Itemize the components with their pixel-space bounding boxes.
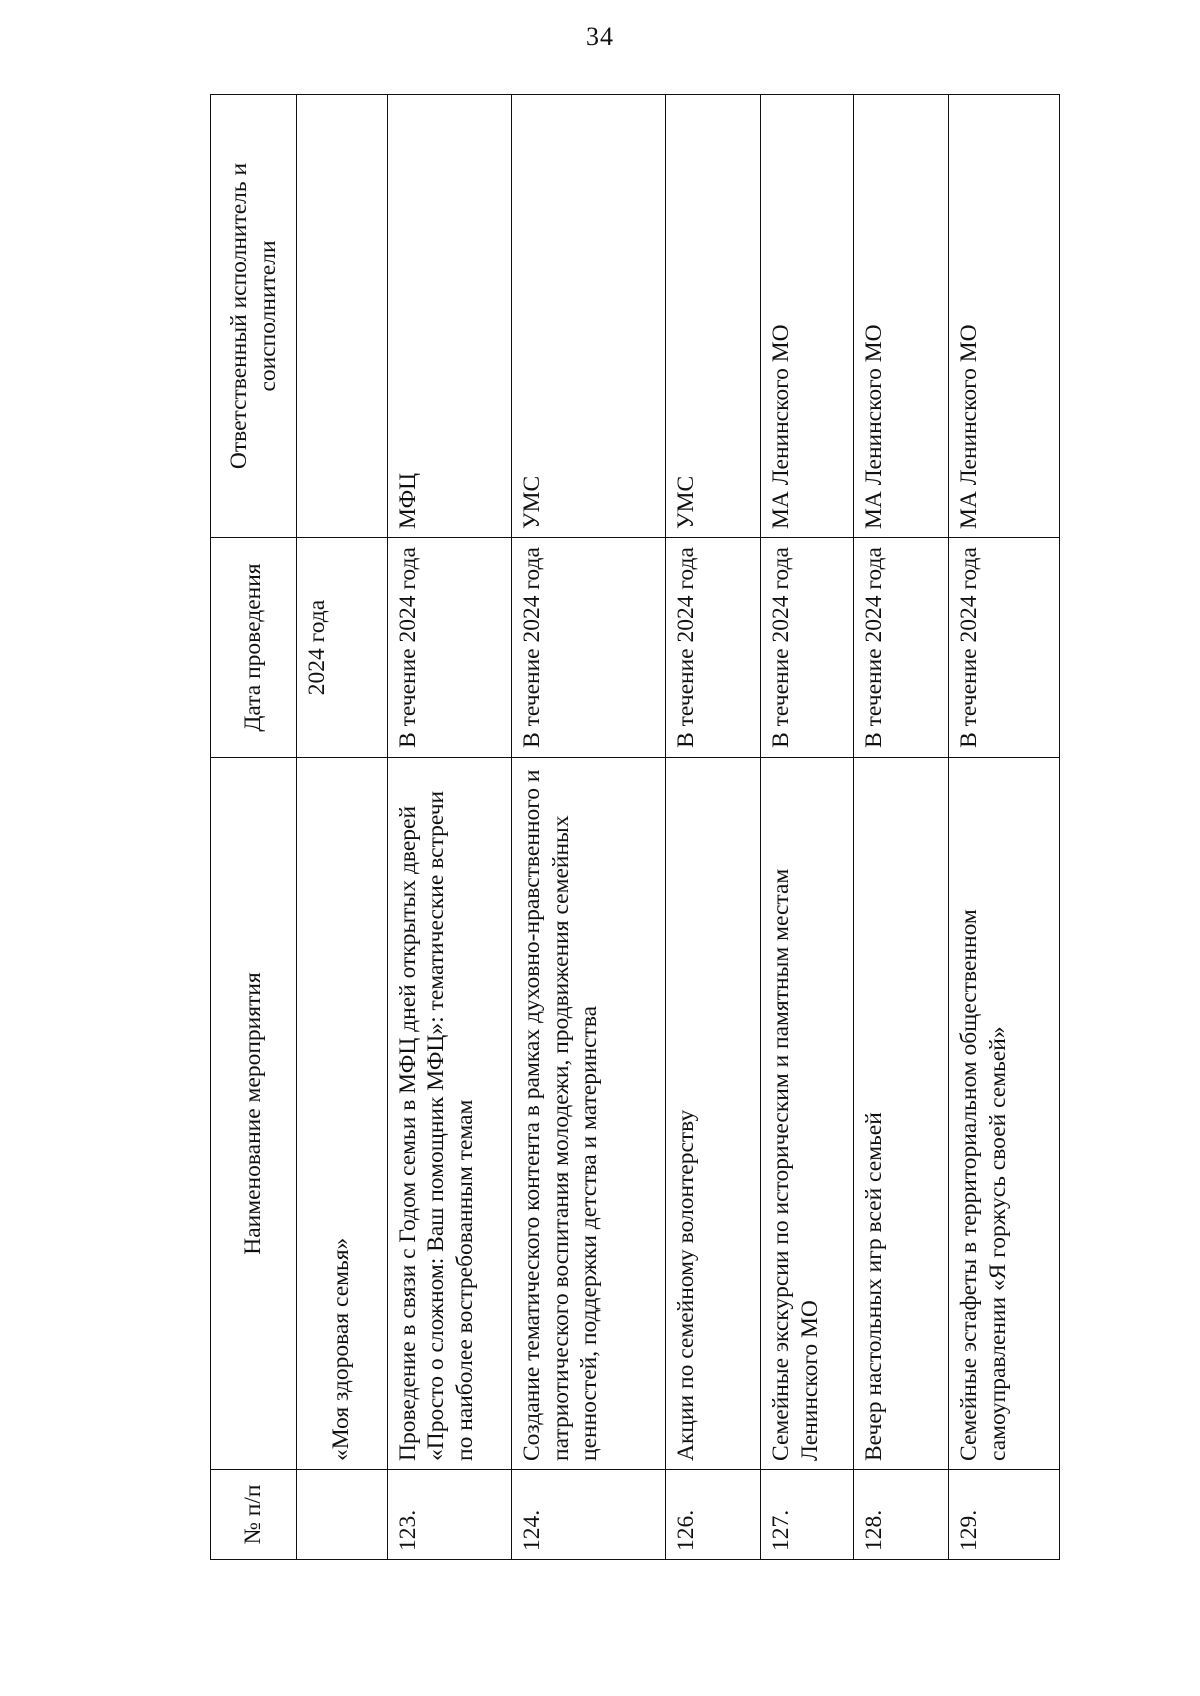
row-date: В течение 2024 года bbox=[666, 538, 761, 758]
table-row bbox=[666, 95, 761, 1560]
row-name: Семейные эстафеты в территориальном общественном самоуправлении «Я горжусь своей семьей» bbox=[949, 758, 1060, 1470]
table-row bbox=[949, 95, 1060, 1560]
row-num: 123. bbox=[387, 1470, 512, 1560]
header-responsible: Ответственный исполнитель и соисполнители bbox=[211, 95, 297, 538]
row-responsible: МА Ленинского МО bbox=[761, 95, 854, 538]
row-name: «Моя здоровая семья» bbox=[297, 758, 388, 1470]
row-date: В течение 2024 года bbox=[761, 538, 854, 758]
table-row bbox=[512, 95, 666, 1560]
row-responsible bbox=[297, 95, 388, 538]
row-name: Акции по семейному волонтерству bbox=[666, 758, 761, 1470]
row-name: Проведение в связи с Годом семьи в МФЦ дней открытых дверей «Просто о сложном: Ваш помощник МФЦ»: тематические встречи по наиболее востребованным темам bbox=[387, 758, 512, 1470]
row-date: В течение 2024 года bbox=[949, 538, 1060, 758]
row-num: 124. bbox=[512, 1470, 666, 1560]
table-header-row bbox=[211, 95, 297, 1560]
table-row bbox=[761, 95, 854, 1560]
table-row bbox=[297, 95, 388, 1560]
header-num: № п/п bbox=[211, 1470, 297, 1560]
row-responsible: МФЦ bbox=[387, 95, 512, 538]
page-number: 34 bbox=[586, 22, 614, 51]
table-row bbox=[387, 95, 512, 1560]
row-name: Создание тематического контента в рамках духовно-нравственного и патриотического воспитания молодежи, продвижения семейных ценностей, поддержки детства и материнства bbox=[512, 758, 666, 1470]
row-num: 127. bbox=[761, 1470, 854, 1560]
row-date: В течение 2024 года bbox=[853, 538, 948, 758]
row-num: 129. bbox=[949, 1470, 1060, 1560]
row-responsible: УМС bbox=[512, 95, 666, 538]
table-row bbox=[853, 95, 948, 1560]
row-date: В течение 2024 года bbox=[512, 538, 666, 758]
row-responsible: МА Ленинского МО bbox=[949, 95, 1060, 538]
row-responsible: УМС bbox=[666, 95, 761, 538]
row-num: 126. bbox=[666, 1470, 761, 1560]
row-date: В течение 2024 года bbox=[387, 538, 512, 758]
rotated-table-container bbox=[210, 95, 1060, 1560]
row-responsible: МА Ленинского МО bbox=[853, 95, 948, 538]
header-date: Дата проведения bbox=[211, 538, 297, 758]
row-name: Вечер настольных игр всей семьей bbox=[853, 758, 948, 1470]
events-table bbox=[210, 94, 1060, 1560]
row-name: Семейные экскурсии по историческим и памятным местам Ленинского МО bbox=[761, 758, 854, 1470]
row-num: 128. bbox=[853, 1470, 948, 1560]
header-name: Наименование мероприятия bbox=[211, 758, 297, 1470]
row-num bbox=[297, 1470, 388, 1560]
row-date: 2024 года bbox=[297, 538, 388, 758]
